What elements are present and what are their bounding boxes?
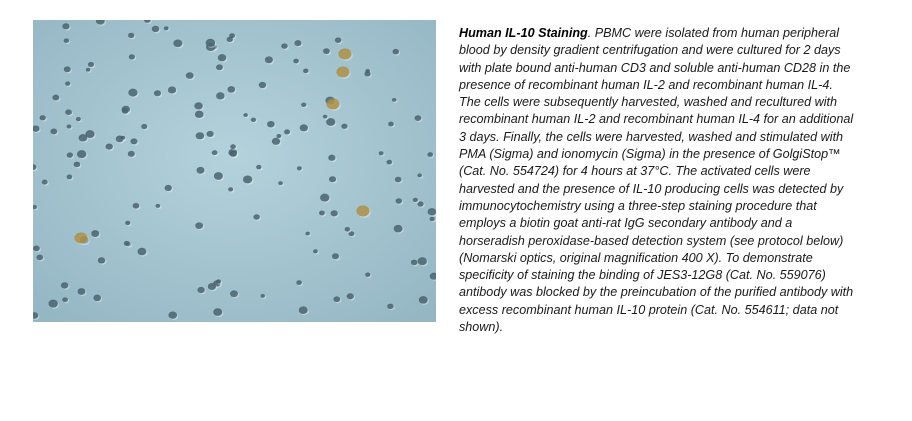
cell-field [33,20,436,322]
caption-body: . PBMC were isolated from human peripheral blood by density gradient centrifugation and were cultured for 2 days with plate bound anti-human CD3 and soluble anti-human CD28 in the presence of recombinant human IL-2 and recombinant human IL-4. The cells were subsequently harvested, washed and recultured with recombinant human IL-2 and recombinant human IL-4 for an additional 3 days. Finally, the cells were harvested, washed and stimulated with PMA (Sigma) and ionomycin (Sigma) in the presence of GolgiStop™ (Cat. No. 554724) for 4 hours at 37°C. The activated cells were harvested and the presence of IL-10 producing cells was detected by immunocytochemistry using a three-step staining procedure that employs a biotin goat anti-rat IgG secondary antibody and a horseradish peroxidase-based detection system (see protocol below) (Nomarski optics, original magnification 400 X). To demonstrate specificity of staining the binding of JES3-12G8 (Cat. No. 559076) antibody was blocked by the preincubation of the purified antibody with excess recombinant human IL-10 protein (Cat. No. 554611; data not shown). [459,26,854,335]
figure-caption [459,25,857,336]
caption-title: Human IL-10 Staining [459,26,588,40]
micrograph-image [33,20,436,322]
